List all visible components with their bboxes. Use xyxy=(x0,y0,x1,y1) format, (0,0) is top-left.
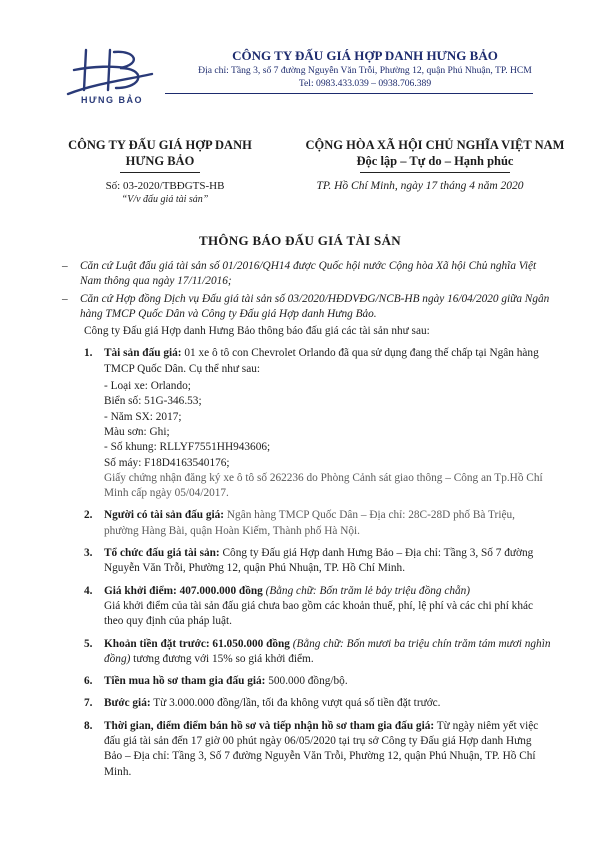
vehicle-chassis: - Số khung: RLLYF7551HH943606; xyxy=(104,441,271,454)
document-title: THÔNG BÁO ĐẤU GIÁ TÀI SẢN xyxy=(199,233,401,248)
item-label: Tiền mua hồ sơ tham gia đấu giá: xyxy=(104,675,266,688)
item-label: Tài sản đấu giá: xyxy=(104,347,182,360)
item-label: Tổ chức đấu giá tài sản: xyxy=(104,547,220,560)
vehicle-year: - Năm SX: 2017; xyxy=(104,410,182,423)
item-label: Bước giá: xyxy=(104,697,151,710)
logo-wordmark: HƯNG BẢO xyxy=(81,95,143,105)
vehicle-engine: Số máy: F18D4163540176; xyxy=(104,456,230,469)
document-subject: “V/v đấu giá tài sản” xyxy=(121,194,209,205)
item-asset-owner: 2. Người có tài sản đấu giá: Ngân hàng TMCP Quốc Dân – Địa chỉ: 28C-28D phố Bà Triệu, phường Hàng Bài, quận Hoàn Kiếm, Thành phố Hà Nội. xyxy=(84,509,515,537)
document-body xyxy=(62,259,552,780)
letterhead-divider xyxy=(165,93,533,94)
national-name: CỘNG HÒA XÃ HỘI CHỦ NGHĨA VIỆT NAM xyxy=(305,138,565,152)
vehicle-plate: Biển số: 51G-346.53; xyxy=(104,395,202,408)
item-dossier-time-place: 8. Thời gian, điểm điểm bán hồ sơ và tiếp nhận hồ sơ tham gia đấu giá: Từ ngày niêm yết việc đấu giá tài sản đến 17 giờ 00 phút ngày 06/05/2020 tại trụ sở Công ty Đấu giá Hợp danh Hưng Bảo – Địa chỉ: Tầng 3, Số 7 đường Nguyễn Văn Trỗi, Phường 12, quận Phú Nhuận, TP. Hồ Chí Minh. xyxy=(84,719,539,778)
item-label: Người có tài sản đấu giá: xyxy=(104,509,225,522)
item-starting-price: 4. Giá khởi điểm: 407.000.000 đồng (Bằng chữ: Bốn trăm lẻ bảy triệu đồng chẵn) Giá khởi điểm của tài sản đấu giá chưa bao gồm các khoản thuế, phí, lệ phí và các chi phí khác theo quy định của pháp luật. xyxy=(62,584,552,630)
item-label: Khoản tiền đặt trước: 61.050.000 đồng xyxy=(104,637,290,650)
item-label: Thời gian, điểm điểm bán hồ sơ và tiếp nhận hồ sơ tham gia đấu giá: xyxy=(104,719,435,732)
vehicle-registration: Giấy chứng nhận đăng ký xe ô tô số 262236 do Phòng Cảnh sát giao thông – Công an Tp.Hồ Chí Minh cấp ngày 05/04/2017. xyxy=(104,471,543,500)
intro-paragraph: Công ty Đấu giá Hợp danh Hưng Bảo thông báo đấu giá các tài sản như sau: xyxy=(84,325,430,338)
item-bid-step: 7. Bước giá: Từ 3.000.000 đồng/lần, tối đa không vượt quá số tiền đặt trước. xyxy=(84,697,441,710)
item-label: Giá khởi điểm: 407.000.000 đồng xyxy=(104,584,263,597)
vehicle-details xyxy=(104,379,552,471)
company-phone: Tel: 0983.433.039 – 0938.706.389 xyxy=(298,78,432,89)
starting-price-note: Giá khởi điểm của tài sản đấu giá chưa bao gồm các khoản thuế, phí, lệ phí và các chi phí khác theo quy định của pháp luật. xyxy=(104,599,533,628)
document-number: Số: 03-2020/TBĐGTS-HB xyxy=(105,180,225,192)
motto-underline xyxy=(360,172,510,173)
company-address: Địa chỉ: Tầng 3, số 7 đường Nguyễn Văn Trỗi, Phường 12, quận Phú Nhuận, TP. HCM xyxy=(198,65,532,76)
item-dossier-fee: 6. Tiền mua hồ sơ tham gia đấu giá: 500.000 đồng/bộ. xyxy=(84,675,348,688)
issuer-line-2: HƯNG BẢO xyxy=(125,154,195,168)
national-motto-block xyxy=(290,137,580,169)
item-deposit: 5. Khoản tiền đặt trước: 61.050.000 đồng (Bằng chữ: Bốn mươi ba triệu chín trăm tám mươi nghìn đồng) tương đương với 15% so giá khởi điểm. xyxy=(84,637,551,665)
vehicle-color: Màu sơn: Ghi; xyxy=(104,425,170,438)
legal-basis-2: – Căn cứ Hợp đồng Dịch vụ Đấu giá tài sản số 03/2020/HĐDVĐG/NCB-HB ngày 16/04/2020 giữa Ngân hàng TMCP Quốc Dân và Công ty Đấu giá Hợp danh Hưng Bảo. xyxy=(62,292,550,320)
company-name: CÔNG TY ĐẤU GIÁ HỢP DANH HƯNG BẢO xyxy=(232,48,498,63)
item-auction-asset: 1. Tài sản đấu giá: 01 xe ô tô con Chevrolet Orlando đã qua sử dụng đang thế chấp tại Ngân hàng TMCP Quốc Dân. Cụ thể như sau: - Loại xe: Orlando; Biển số: 51G-346.53; - Năm SX: 2017; Màu sơn: Ghi; - Số khung: RLLYF7551HH943606; Số máy: F18D4163540176; Giấy chứng nhận đăng ký xe ô tô số 262236 do Phòng Cảnh sát giao thông – Công an Tp.Hồ Chí Minh cấp ngày 05/04/2017. xyxy=(62,346,552,501)
issuer-block xyxy=(60,137,260,169)
national-motto: Độc lập – Tự do – Hạnh phúc xyxy=(356,154,514,168)
company-contact xyxy=(165,64,565,90)
issuer-line-1: CÔNG TY ĐẤU GIÁ HỢP DANH xyxy=(68,138,252,152)
document-number-block xyxy=(60,179,270,207)
item-auction-organizer: 3. Tổ chức đấu giá tài sản: Công ty Đấu giá Hợp danh Hưng Bảo – Địa chỉ: Tầng 3, Số 7 đường Nguyễn Văn Trỗi, Phường 12, quận Phú Nhuận, TP. Hồ Chí Minh. xyxy=(84,547,534,575)
issuer-underline xyxy=(120,172,200,173)
vehicle-type: - Loại xe: Orlando; xyxy=(104,380,191,393)
legal-basis-1: – Căn cứ Luật đấu giá tài sản số 01/2016/QH14 được Quốc hội nước Cộng hòa Xã hội Chủ nghĩa Việt Nam thông qua ngày 17/11/2016; xyxy=(62,260,537,288)
document-date: TP. Hồ Chí Minh, ngày 17 tháng 4 năm 2020 xyxy=(316,180,524,192)
